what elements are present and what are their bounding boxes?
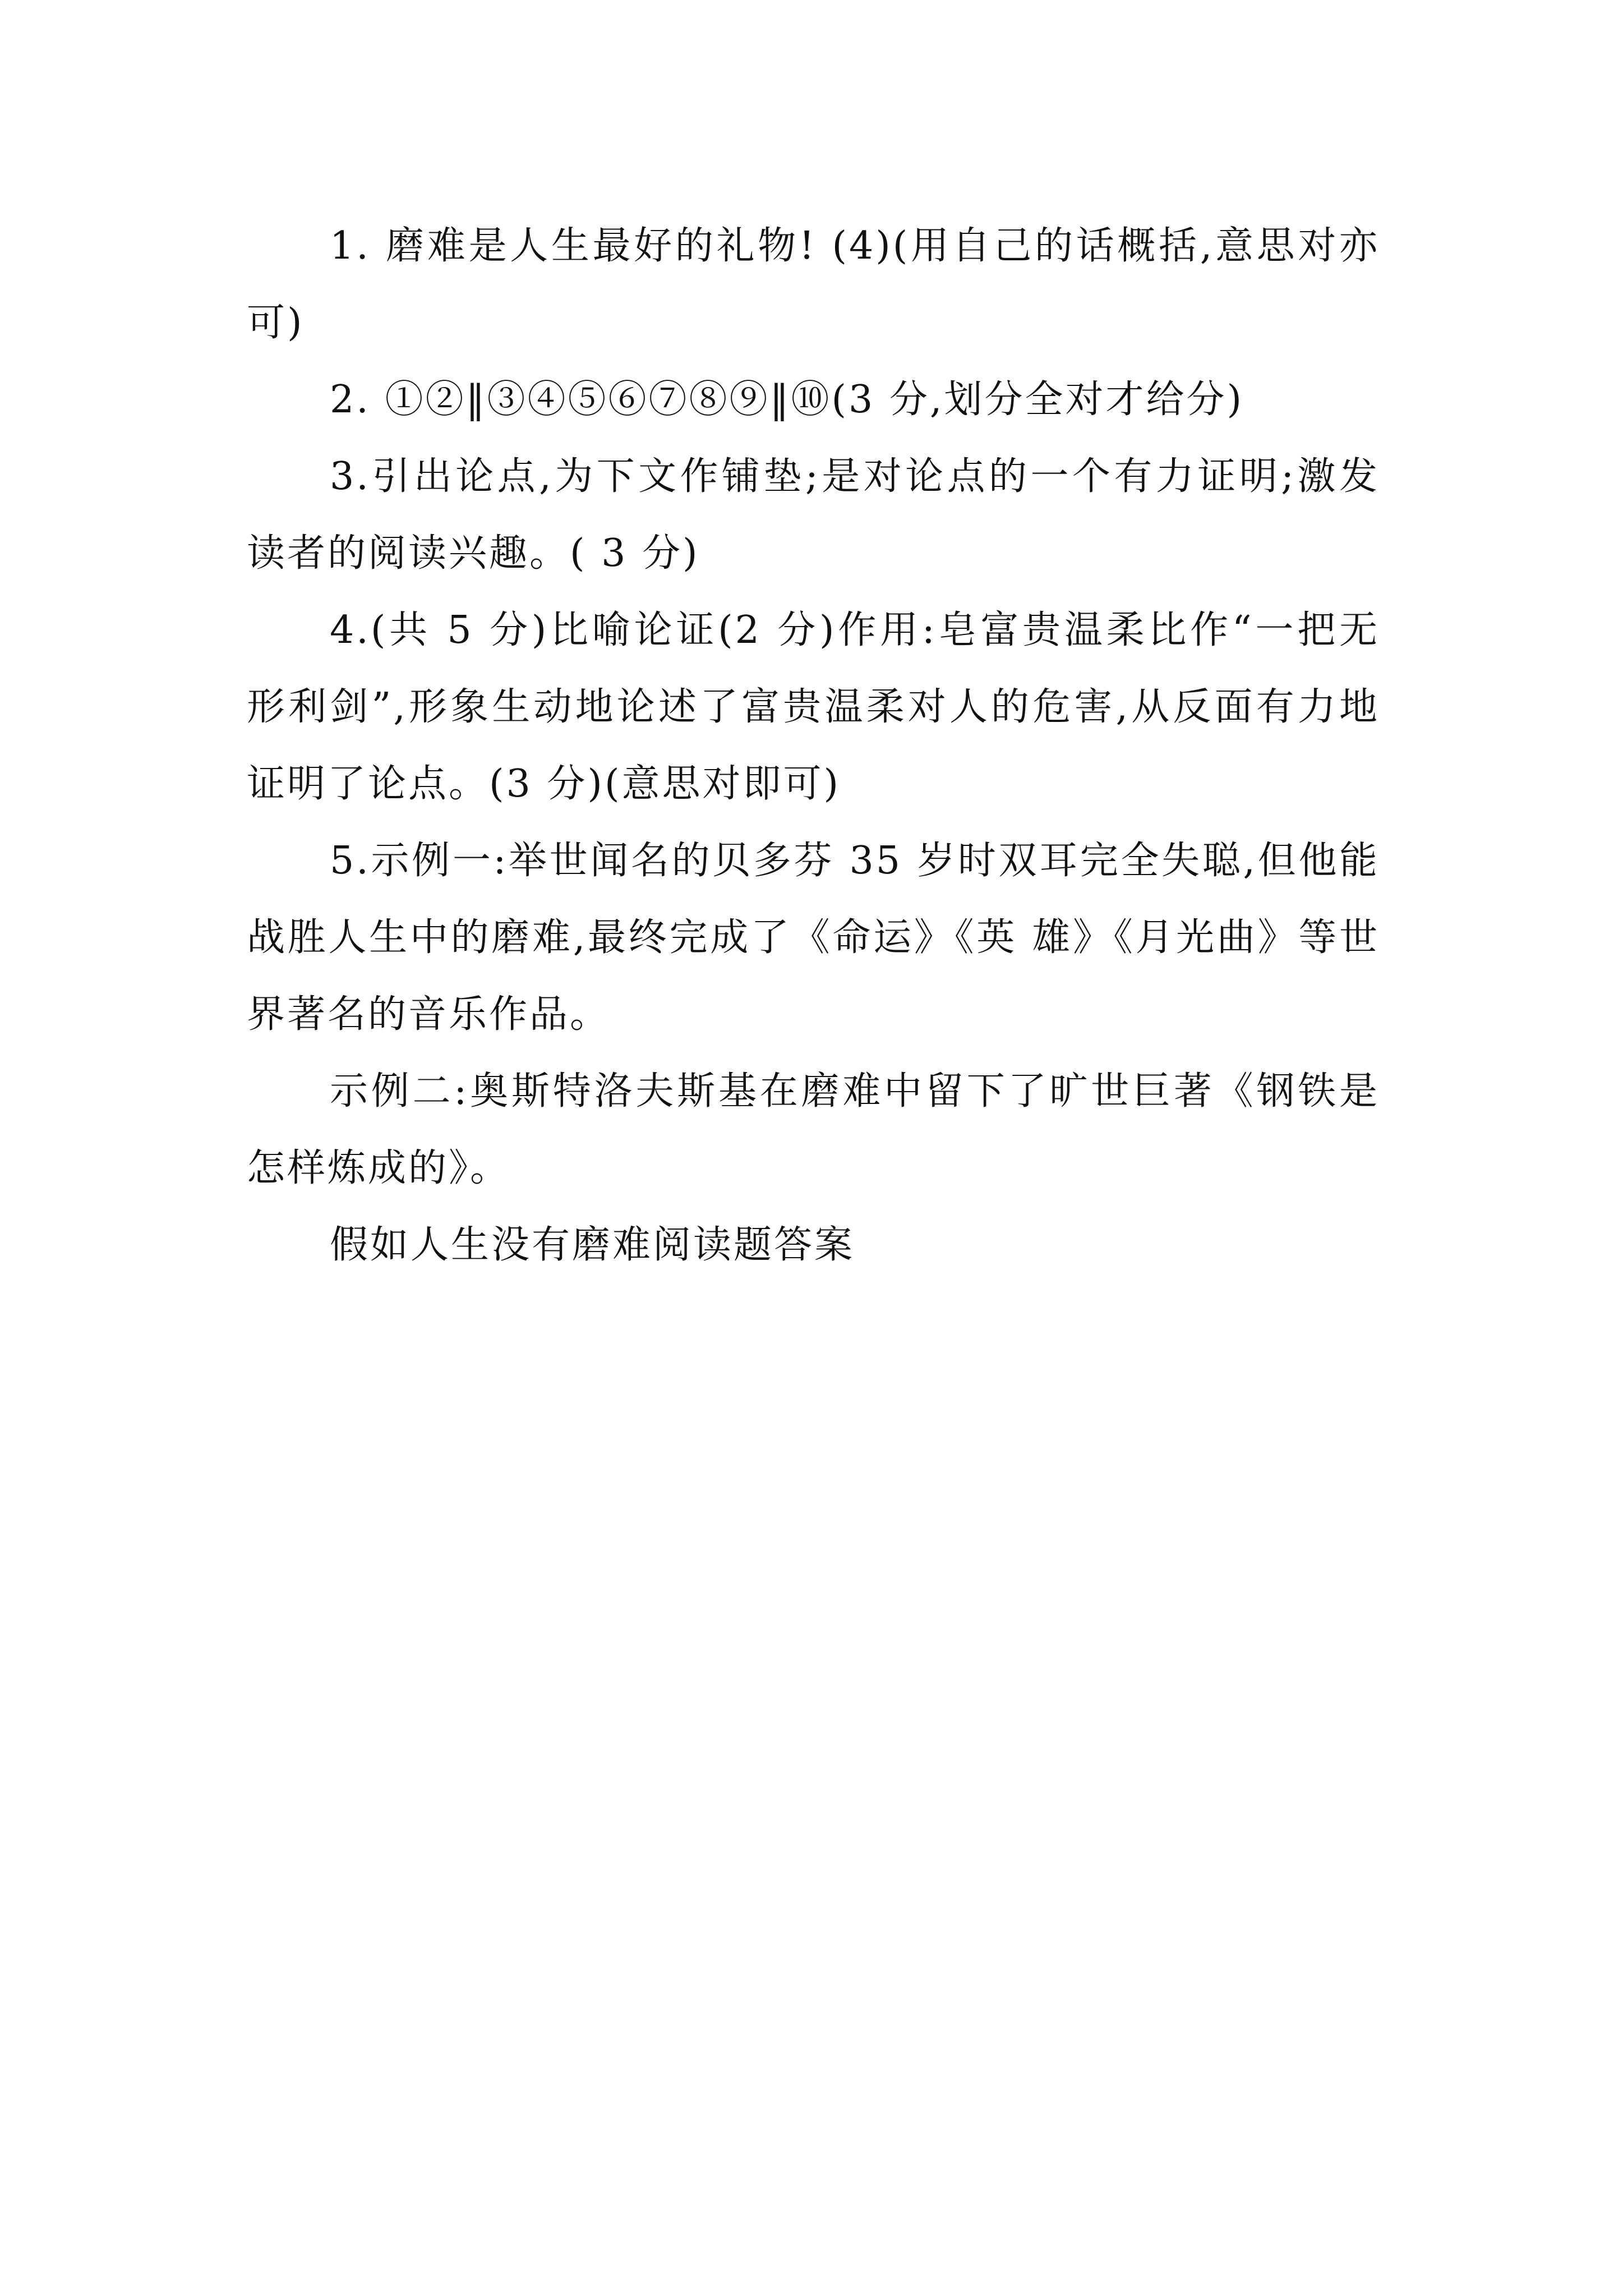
- answer-1-paragraph: 1. 磨难是人生最好的礼物! (4)(用自己的话概括,意思对亦可): [247, 224, 1380, 345]
- answer-2-paragraph: 2. ①②‖③④⑤⑥⑦⑧⑨‖⑩(3 分,划分全对才给分): [330, 378, 1244, 422]
- answer-4-paragraph: 4.(共 5 分)比喻论证(2 分)作用:皂富贵温柔比作“一把无形利剑”,形象生动地论述了富贵温柔对人的危害,从反面有力地证明了论点。(3 分)(意思对即可): [247, 608, 1380, 806]
- answer-text-block: [247, 208, 1380, 1283]
- answer-5-example-1-paragraph: 5.示例一:举世闻名的贝多芬 35 岁时双耳完全失聪,但他能战胜人生中的磨难,最终完成了《命运》《英 雄》《月光曲》等世界著名的音乐作品。: [247, 839, 1380, 1037]
- answer-5-example-2-paragraph: 示例二:奥斯特洛夫斯基在磨难中留下了旷世巨著《钢铁是怎样炼成的》。: [247, 1069, 1380, 1190]
- answer-3-paragraph: 3.引出论点,为下文作铺垫;是对论点的一个有力证明;激发读者的阅读兴趣。( 3 分): [247, 454, 1380, 576]
- document-title-line: 假如人生没有磨难阅读题答案: [330, 1223, 855, 1267]
